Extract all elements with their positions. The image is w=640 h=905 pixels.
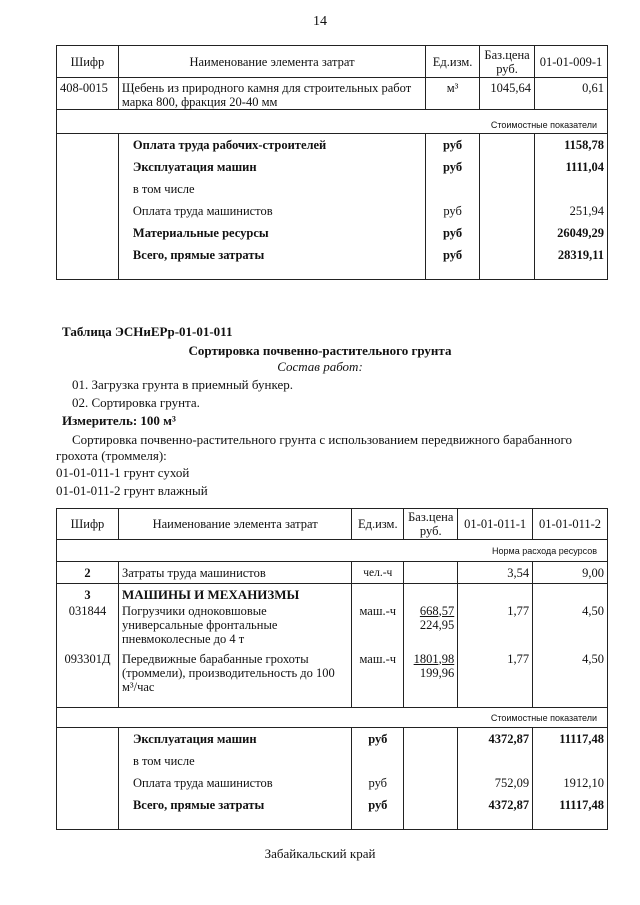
work-step-2: 02. Сортировка грунта. bbox=[72, 395, 200, 410]
row-price bbox=[404, 604, 458, 650]
empty-cell bbox=[480, 200, 535, 222]
row-unit: чел.-ч bbox=[352, 562, 404, 584]
header-code: Шифр bbox=[57, 46, 119, 78]
table-row bbox=[57, 604, 608, 650]
row-name: Эксплуатация машин bbox=[118, 156, 425, 178]
cost-rows bbox=[57, 134, 608, 266]
variant-2: 01-01-011-2 грунт влажный bbox=[56, 483, 208, 498]
row-value: 251,94 bbox=[535, 200, 608, 222]
row-name-line: Передвижные барабанные грохоты bbox=[121, 651, 309, 666]
header-code-col: 01-01-009-1 bbox=[535, 46, 608, 78]
price-top: 1801,98 bbox=[413, 651, 455, 666]
row-name: в том числе bbox=[118, 178, 425, 200]
row-unit: руб bbox=[352, 794, 404, 816]
empty-cell bbox=[57, 750, 119, 772]
row-name: Оплата труда рабочих-строителей bbox=[118, 134, 425, 156]
description-line-2: грохота (троммеля): bbox=[56, 448, 167, 463]
empty-cell bbox=[57, 244, 119, 266]
row-value-1: 3,54 bbox=[458, 562, 533, 584]
row-name: в том числе bbox=[118, 750, 351, 772]
row-price: 1045,64 bbox=[480, 78, 535, 110]
row-value: 26049,29 bbox=[535, 222, 608, 244]
empty-cell bbox=[404, 728, 458, 750]
table-header-row bbox=[57, 46, 608, 78]
row-code: 3 bbox=[57, 584, 119, 604]
row-price bbox=[404, 650, 458, 708]
table-row bbox=[57, 750, 608, 772]
cost-table-1 bbox=[56, 45, 608, 280]
empty-cell bbox=[480, 134, 535, 156]
row-unit: м³ bbox=[426, 78, 480, 110]
table-row bbox=[57, 650, 608, 708]
variant-1: 01-01-011-1 грунт сухой bbox=[56, 465, 190, 480]
row-name: Материальные ресурсы bbox=[118, 222, 425, 244]
empty-cell bbox=[57, 178, 119, 200]
empty-cell bbox=[57, 794, 119, 816]
row-name: Щебень из природного камня для строительных работ марка 800, фракция 20-40 мм bbox=[118, 78, 425, 110]
price-bottom: 224,95 bbox=[419, 617, 455, 632]
row-unit: руб bbox=[426, 156, 480, 178]
footer-region: Забайкальский край bbox=[264, 846, 376, 861]
row-value-2: 11117,48 bbox=[533, 728, 608, 750]
norm-label: Норма расхода ресурсов bbox=[57, 540, 608, 562]
header-price: Баз.цена руб. bbox=[404, 509, 458, 540]
table-row bbox=[57, 156, 608, 178]
row-value-2: 1912,10 bbox=[533, 772, 608, 794]
table-row bbox=[57, 794, 608, 816]
empty-cell bbox=[57, 772, 119, 794]
section-heading: Сортировка почвенно-растительного грунта bbox=[188, 343, 452, 358]
row-unit bbox=[352, 750, 404, 772]
row-value-1: 1,77 bbox=[458, 650, 533, 708]
row-unit: руб bbox=[426, 200, 480, 222]
row-name bbox=[118, 650, 351, 708]
header-code: Шифр bbox=[57, 509, 119, 540]
header-name: Наименование элемента затрат bbox=[118, 509, 351, 540]
row-value-1 bbox=[458, 750, 533, 772]
row-value: 1111,04 bbox=[535, 156, 608, 178]
section-label: Стоимостные показатели bbox=[57, 118, 608, 134]
header-price: Баз.цена руб. bbox=[480, 46, 535, 78]
row-unit: маш.-ч bbox=[352, 650, 404, 708]
row-name: Всего, прямые затраты bbox=[118, 244, 425, 266]
row-value-2 bbox=[533, 750, 608, 772]
empty-cell bbox=[480, 222, 535, 244]
row-name bbox=[118, 604, 351, 650]
table-row bbox=[57, 584, 608, 604]
row-unit: руб bbox=[352, 728, 404, 750]
empty-cell bbox=[404, 772, 458, 794]
row-value-2: 4,50 bbox=[533, 604, 608, 650]
row-name: Всего, прямые затраты bbox=[118, 794, 351, 816]
table-row bbox=[57, 78, 608, 110]
row-value-1: 1,77 bbox=[458, 604, 533, 650]
row-value bbox=[535, 178, 608, 200]
composition-label: Состав работ: bbox=[277, 359, 363, 374]
row-code: 093301Д bbox=[57, 650, 119, 708]
table-header-row bbox=[57, 509, 608, 540]
row-name-line: (троммели), производительность до 100 bbox=[121, 665, 335, 680]
row-unit: руб bbox=[352, 772, 404, 794]
row-unit: руб bbox=[426, 134, 480, 156]
row-value-1: 4372,87 bbox=[458, 728, 533, 750]
empty-cell bbox=[404, 750, 458, 772]
cost-table-2 bbox=[56, 508, 608, 830]
row-code: 408-0015 bbox=[57, 78, 119, 110]
empty-cell bbox=[57, 156, 119, 178]
row-unit: маш.-ч bbox=[352, 604, 404, 650]
row-value: 0,61 bbox=[535, 78, 608, 110]
empty-cell bbox=[57, 134, 119, 156]
row-value: 1158,78 bbox=[535, 134, 608, 156]
empty-cell bbox=[480, 156, 535, 178]
header-name: Наименование элемента затрат bbox=[118, 46, 425, 78]
row-value-1: 752,09 bbox=[458, 772, 533, 794]
price-top: 668,57 bbox=[419, 603, 455, 618]
row-code: 031844 bbox=[57, 604, 119, 650]
row-value-1: 4372,87 bbox=[458, 794, 533, 816]
row-unit bbox=[426, 178, 480, 200]
work-step-1: 01. Загрузка грунта в приемный бункер. bbox=[72, 377, 293, 392]
table-title: Таблица ЭСНиЕРр-01-01-011 bbox=[62, 324, 233, 339]
table-row bbox=[57, 244, 608, 266]
row-value-2: 4,50 bbox=[533, 650, 608, 708]
description-line-1: Сортировка почвенно-растительного грунта с использованием передвижного барабанного bbox=[72, 432, 572, 447]
row-unit: руб bbox=[426, 222, 480, 244]
table-row bbox=[57, 562, 608, 584]
empty-cell bbox=[404, 794, 458, 816]
table-row bbox=[57, 222, 608, 244]
empty-cell bbox=[57, 200, 119, 222]
row-name: Оплата труда машинистов bbox=[118, 772, 351, 794]
row-unit: руб bbox=[426, 244, 480, 266]
empty-cell bbox=[57, 222, 119, 244]
row-name: Оплата труда машинистов bbox=[118, 200, 425, 222]
empty-cell bbox=[480, 178, 535, 200]
row-price bbox=[404, 562, 458, 584]
cost-rows bbox=[57, 728, 608, 816]
page-number: 14 bbox=[313, 14, 327, 29]
header-code-col-2: 01-01-011-2 bbox=[533, 509, 608, 540]
table-row bbox=[57, 178, 608, 200]
row-name-line: пневмоколесные до 4 т bbox=[121, 631, 245, 646]
section-label: Стоимостные показатели bbox=[57, 708, 608, 728]
row-name-line: Погрузчики одноковшовые bbox=[121, 603, 267, 618]
row-value: 28319,11 bbox=[535, 244, 608, 266]
row-name: Эксплуатация машин bbox=[118, 728, 351, 750]
row-value-2: 11117,48 bbox=[533, 794, 608, 816]
row-name: МАШИНЫ И МЕХАНИЗМЫ bbox=[118, 584, 351, 604]
header-unit: Ед.изм. bbox=[426, 46, 480, 78]
table-row bbox=[57, 134, 608, 156]
empty-cell bbox=[57, 728, 119, 750]
row-value-2: 9,00 bbox=[533, 562, 608, 584]
measure: Измеритель: 100 м³ bbox=[62, 413, 176, 428]
row-name: Затраты труда машинистов bbox=[118, 562, 351, 584]
table-row bbox=[57, 200, 608, 222]
row-code: 2 bbox=[57, 562, 119, 584]
row-name-line: м³/час bbox=[121, 679, 155, 694]
row-name-line: универсальные фронтальные bbox=[121, 617, 278, 632]
empty-cell bbox=[480, 244, 535, 266]
price-bottom: 199,96 bbox=[419, 665, 455, 680]
header-unit: Ед.изм. bbox=[352, 509, 404, 540]
table-row bbox=[57, 772, 608, 794]
header-code-col-1: 01-01-011-1 bbox=[458, 509, 533, 540]
table-row bbox=[57, 728, 608, 750]
